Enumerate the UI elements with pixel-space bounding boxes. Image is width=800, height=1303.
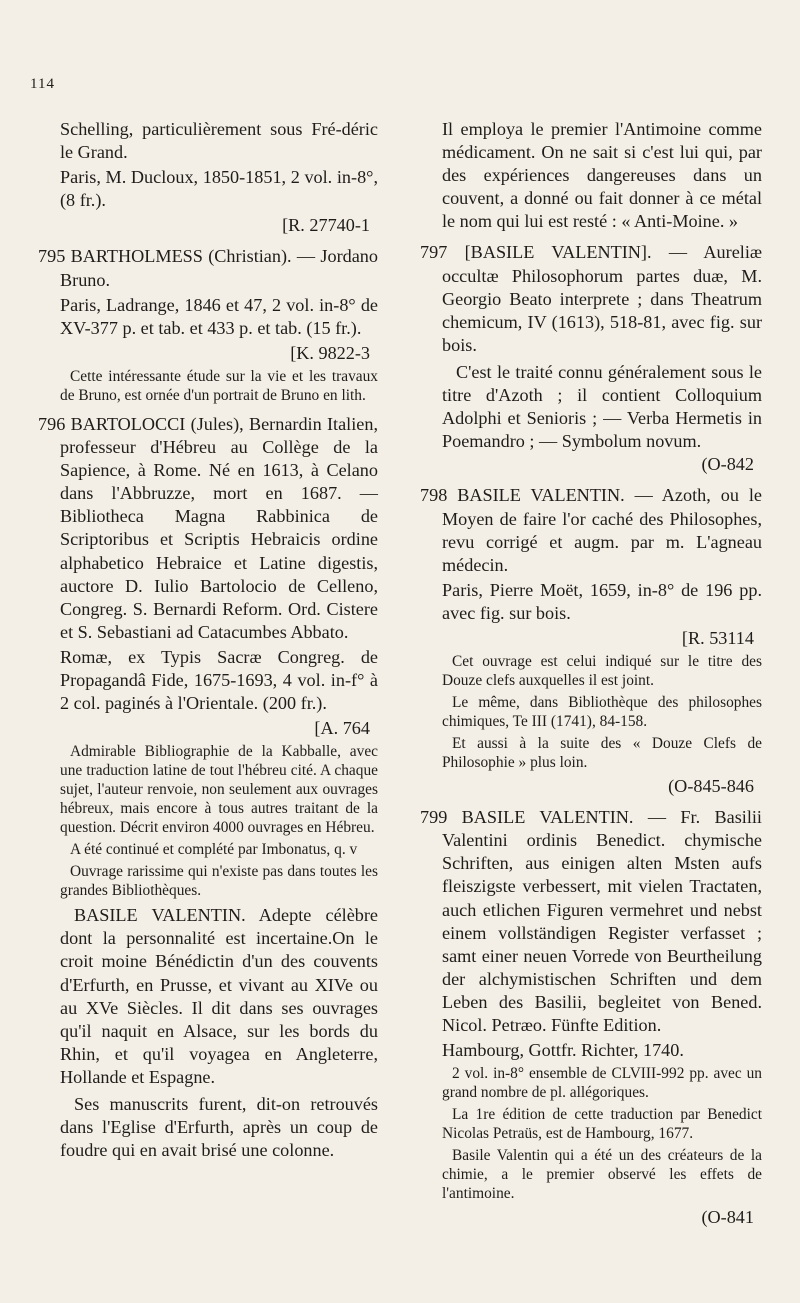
entry-number: 797 (420, 242, 448, 263)
entry-text: BARTOLOCCI (Jules), Bernardin Italien, professeur d'Hébreu au Collège de la Sapience, à Rome. Né en 1613, à Celano dans l'Abbruzze, mort en 1687. — Bibliotheca Magna Rabbinica de Scriptoribus et Scriptis Hebraicis ordine alphabetico Hebraice et Latine digestis, auctore D. Iulio Bartolocio de Celleno, Congreg. S. Bernardi Reform. Ord. Cistere et S. Sebastiani ad Catacumbes Abbato. (60, 413, 378, 642)
entry-publication: Paris, Pierre Moët, 1659, in-8° de 196 pp. avec fig. sur bois. (442, 579, 762, 623)
continued-entry-text: Schelling, particulièrement sous Fré-déric le Grand. (60, 119, 378, 163)
entry-reference: (O-842 (701, 454, 754, 475)
entry-795 (38, 245, 378, 404)
note-line: Basile Valentin qui a été un des créateurs de la chimie, a le premier observé les effets de l'antimoine. (442, 1147, 762, 1203)
note-line: A été continué et complété par Imbonatus, q. v (70, 841, 358, 859)
right-column (420, 118, 762, 1229)
note-line: Admirable Bibliographie de la Kabballe, avec une traduction latine de tout l'hébreu cité. A chaque sujet, l'auteur renvoie, non seulement aux ouvrages hébreux, mais encore à tous autres traitant de la question. Décrit environ 4000 ouvrages en Hébreu. (60, 743, 378, 837)
entry-796 (38, 413, 378, 900)
entry-reference: [K. 9822-3 (290, 342, 370, 363)
note-line: La 1re édition de cette traduction par Benedict Nicolas Petraüs, est de Hambourg, 1677. (442, 1106, 762, 1143)
note-line: Ouvrage rarissime qui n'existe pas dans toutes les grandes Bibliothèques. (60, 863, 378, 900)
entry-text: [BASILE VALENTIN]. — Aureliæ occultæ Philosophorum partes duæ, M. Georgio Beato interprete ; dans Theatrum chemicum, IV (1613), 518-81, avec fig. sur bois. (442, 242, 762, 355)
entry-reference: [A. 764 (314, 718, 370, 739)
entry-text: BASILE VALENTIN. — Azoth, ou le Moyen de faire l'or caché des Philosophes, revu corrigé et augm. par m. L'agneau médecin. (442, 485, 762, 575)
entry-number: 795 (38, 246, 66, 267)
entry-reference: (O-841 (701, 1207, 754, 1228)
entry-text: BASILE VALENTIN. — Fr. Basilii Valentini ordinis Benedict. chymische Schriften, aus einigen alten Msten aufs fleiszigste verbessert, mit vielen Tractaten, auch etlichen Figuren vermehret und nebst einem vollständigen Register verfasset ; samt einer neuen Vorrede von Beurtheilung der alchymistischen Schriften und dem Leben des Basilii, begleitet von Bened. Nicol. Petræo. Fünfte Edition. (442, 807, 762, 1035)
entry-799 (420, 806, 762, 1229)
basile-intro-paragraph: BASILE VALENTIN. Adepte célèbre dont la personnalité est incertaine.On le croit moine Bénédictin d'un des couvents d'Erfurth, en Prusse, et vivant au XIVe ou au XVe Siècles. Il dit dans ses ouvrages qu'il naquit en Alsace, sur les bords du Rhin, et qu'il voyagea en Angleterre, Hollande et Espagne. (60, 905, 378, 1087)
entry-number: 798 (420, 485, 448, 506)
entry-reference: [R. 53114 (681, 627, 754, 648)
left-column (38, 118, 378, 1162)
entry-notes (38, 742, 378, 900)
continued-paragraph: Il employa le premier l'Antimoine comme médicament. On ne sait si c'est lui qui, par des expériences dangereuses dans un couvent, a donné ou fait donner à ce métal le nom qui lui est resté : « Anti-Moine. » (442, 119, 762, 232)
continued-entry-reference: [R. 27740-1 (282, 215, 370, 236)
page-number: 114 (30, 76, 55, 92)
entry-number: 799 (420, 807, 448, 828)
note-line: Et aussi à la suite des « Douze Clefs de Philosophie » plus loin. (442, 735, 762, 772)
entry-note: Cette intéressante étude sur la vie et les travaux de Bruno, est ornée d'un portrait de Bruno en lith. (60, 367, 378, 404)
entry-publication: Paris, Ladrange, 1846 et 47, 2 vol. in-8° de XV-377 p. et tab. et 433 p. et tab. (15 fr.). (60, 294, 378, 338)
entry-publication: Hambourg, Gottfr. Richter, 1740. (442, 1040, 684, 1061)
continued-entry-publication: Paris, M. Ducloux, 1850-1851, 2 vol. in-8°, (8 fr.). (60, 167, 378, 211)
note-line: Le même, dans Bibliothèque des philosophes chimiques, Te III (1741), 84-158. (442, 694, 762, 731)
basile-manuscripts-paragraph: Ses manuscrits furent, dit-on retrouvés dans l'Eglise d'Erfurth, après un coup de foudre qui en avait brisé une colonne. (60, 1094, 378, 1161)
entry-reference-secondary: (O-845-846 (668, 776, 754, 797)
entry-text: BARTHOLMESS (Christian). — Jordano Bruno. (60, 246, 378, 290)
note-line: 2 vol. in-8° ensemble de CLVIII-992 pp. avec un grand nombre de pl. allégoriques. (442, 1065, 762, 1102)
entry-number: 796 (38, 413, 66, 434)
entry-798 (420, 484, 762, 798)
entry-797 (420, 241, 762, 476)
entry-publication: Romæ, ex Typis Sacræ Congreg. de Propagandâ Fide, 1675-1693, 4 vol. in-f° à 2 col. paginés à l'Orientale. (200 fr.). (60, 646, 378, 714)
note-line: Cet ouvrage est celui indiqué sur le titre des Douze clefs auxquelles il est joint. (442, 653, 762, 690)
entry-paragraph: C'est le traité connu généralement sous le titre d'Azoth ; il contient Colloquium Adolphi et Senioris ; — Verba Hermetis in Poemandro ; — Symbolum novum. (442, 361, 762, 452)
entry-notes (420, 1064, 762, 1203)
entry-notes (420, 652, 762, 772)
